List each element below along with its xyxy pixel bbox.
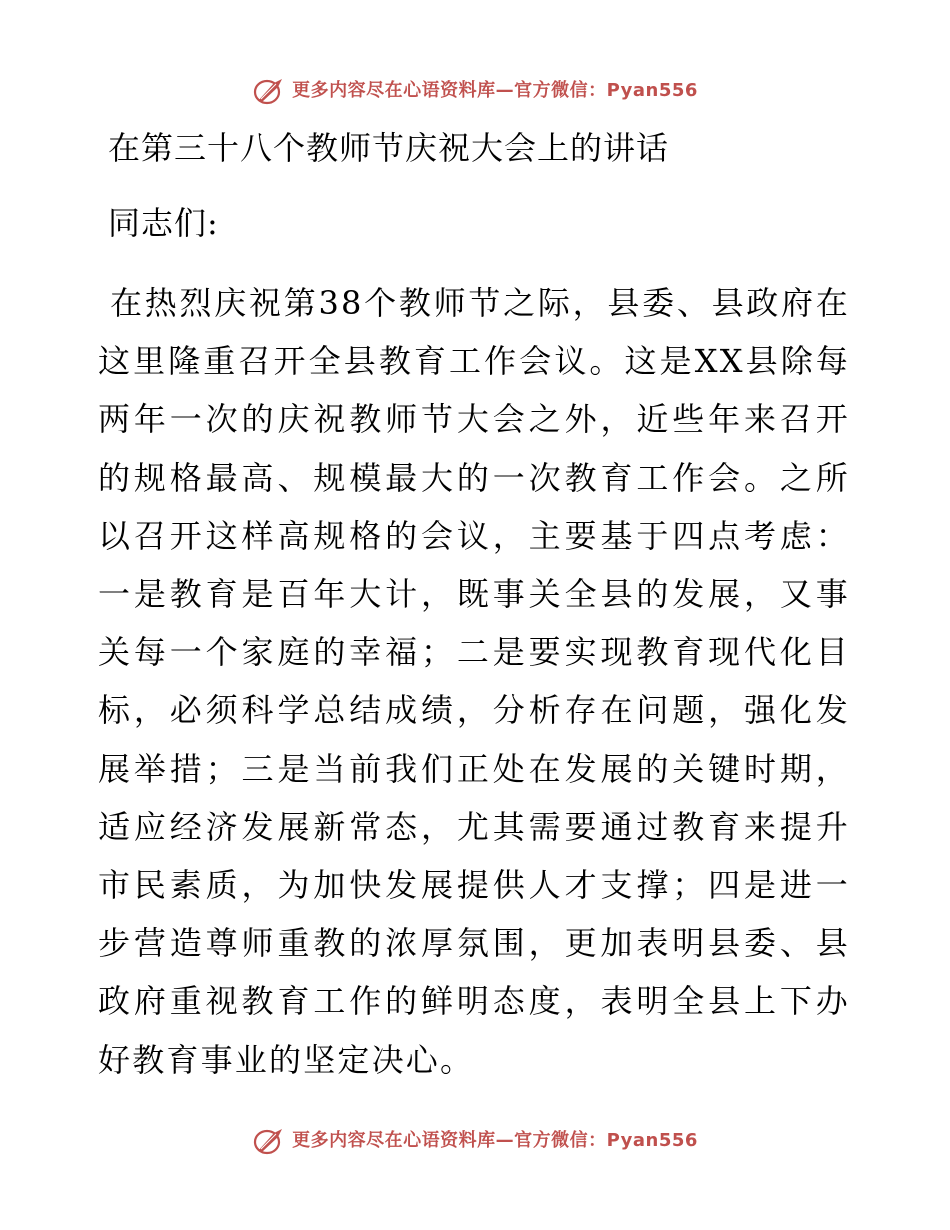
body-paragraph: 在热烈庆祝第38个教师节之际，县委、县政府在这里隆重召开全县教育工作会议。这是XX县除每两年一次的庆祝教师节大会之外，近些年来召开的规格最高、规模最大的一次教育工作会。之所以召开这样高规格的会议，主要基于四点考虑：一是教育是百年大计，既事关全县的发展，又事关每一个家庭的幸福；二是要实现教育现代化目标，必须科学总结成绩，分析存在问题，强化发展举措；三是当前我们正处在发展的关键时期，适应经济发展新常态，尤其需要通过教育来提升市民素质，为加快发展提供人才支撑；四是进一步营造尊师重教的浓厚氛围，更加表明县委、县政府重视教育工作的鲜明态度，表明全县上下办好教育事业的坚定决心。 bbox=[98, 284, 850, 1079]
document-title: 在第三十八个教师节庆祝大会上的讲话 bbox=[108, 129, 670, 167]
salutation: 同志们: bbox=[108, 204, 219, 242]
watermark-text: 更多内容尽在心语资料库—官方微信：Pyan556 bbox=[292, 1130, 698, 1151]
quill-pen-icon bbox=[252, 77, 286, 105]
footer-watermark bbox=[0, 1127, 950, 1155]
quill-pen-icon bbox=[252, 1127, 286, 1155]
header-watermark bbox=[0, 77, 950, 105]
watermark-text: 更多内容尽在心语资料库—官方微信：Pyan556 bbox=[292, 80, 698, 101]
